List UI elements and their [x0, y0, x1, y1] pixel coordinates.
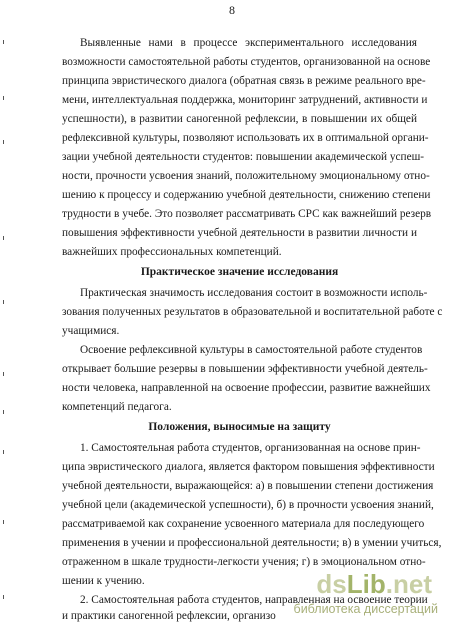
text-line: ципа эвристического диалога, является фактором повышения эффективности [62, 461, 435, 473]
text-line: применения в учении и профессиональной деятельности; в) в умении учиться, [62, 537, 442, 549]
text-line: ности, прочности усвоения знаний, положительному эмоциональному отно- [62, 170, 430, 182]
section-heading-defense: Положения, выносимые на защиту [148, 421, 331, 433]
text-line: ности человека, направленной на освоение профессии, развитие важнейших [62, 382, 431, 394]
text-line: трудности в учебе. Это позволяет рассматривать СРС как важнейший резерв [62, 208, 432, 220]
page-number: 8 [229, 3, 235, 17]
text-line: рефлексивной культуры, позволяют использовать их в оптимальной органи- [62, 132, 429, 144]
text-line: важнейших профессиональных компетенций. [62, 246, 282, 258]
dslib-logo: dsLib.net [316, 569, 432, 599]
text-line: Практическая значимость исследования состоит в возможности исполь- [80, 287, 428, 299]
dslib-watermark[interactable] [260, 569, 440, 617]
text-line: Выявленные нами в процессе экспериментального исследования [80, 37, 417, 49]
text-line: принципа эвристического диалога (обратная связь в режиме реального вре- [62, 75, 426, 87]
text-line: учащимися. [62, 325, 120, 337]
text-line: учебной деятельности, выражающейся: а) в повышении степени достижения [62, 480, 434, 492]
text-line: отраженном в шкале трудности-легкости учения; г) в эмоциональном отно- [62, 556, 426, 568]
text-line: возможности самостоятельной работы студентов, организованной на основе [62, 56, 431, 68]
text-line: зации учебной деятельности студентов: повышении академической успеш- [62, 151, 425, 163]
text-line: компетенций педагога. [62, 401, 172, 413]
text-line: шении к учению. [62, 575, 145, 587]
text-line: 2. Самостоятельная работа студентов, направленная на освоение теории [80, 594, 428, 606]
text-line: зования полученных результатов в образовательной и воспитательной работе с [62, 306, 443, 318]
text-line: 1. Самостоятельная работа студентов, организованная на основе прин- [80, 442, 421, 454]
text-line: шению к процессу и содержанию учебной деятельности, снижению степени [62, 189, 431, 201]
text-line: Освоение рефлексивной культуры в самостоятельной работе студентов [80, 344, 423, 356]
text-line: рассматриваемой как сохранение усвоенного материала для последующего [62, 518, 425, 530]
text-line: повышения эффективности учебной деятельности в развитии личности и [62, 227, 417, 239]
text-line: успешности), в развитии саногенной рефлексии, в повышении их общей [62, 113, 417, 125]
text-line: мени, интеллектуальная поддержка, мониторинг затруднений, активности и [62, 94, 428, 106]
text-line: учебной цели (академической успешности), б) в прочности усвоения знаний, [62, 499, 434, 511]
text-line: и практики саногенной рефлексии, организо [62, 610, 276, 622]
margin-scan-marks [3, 0, 13, 620]
section-heading-practical: Практическое значение исследования [140, 266, 339, 278]
text-line: открывает большие резервы в повышении эффективности учебной деятель- [62, 363, 428, 375]
dslib-subtitle: библиотека диссертаций [293, 602, 438, 616]
